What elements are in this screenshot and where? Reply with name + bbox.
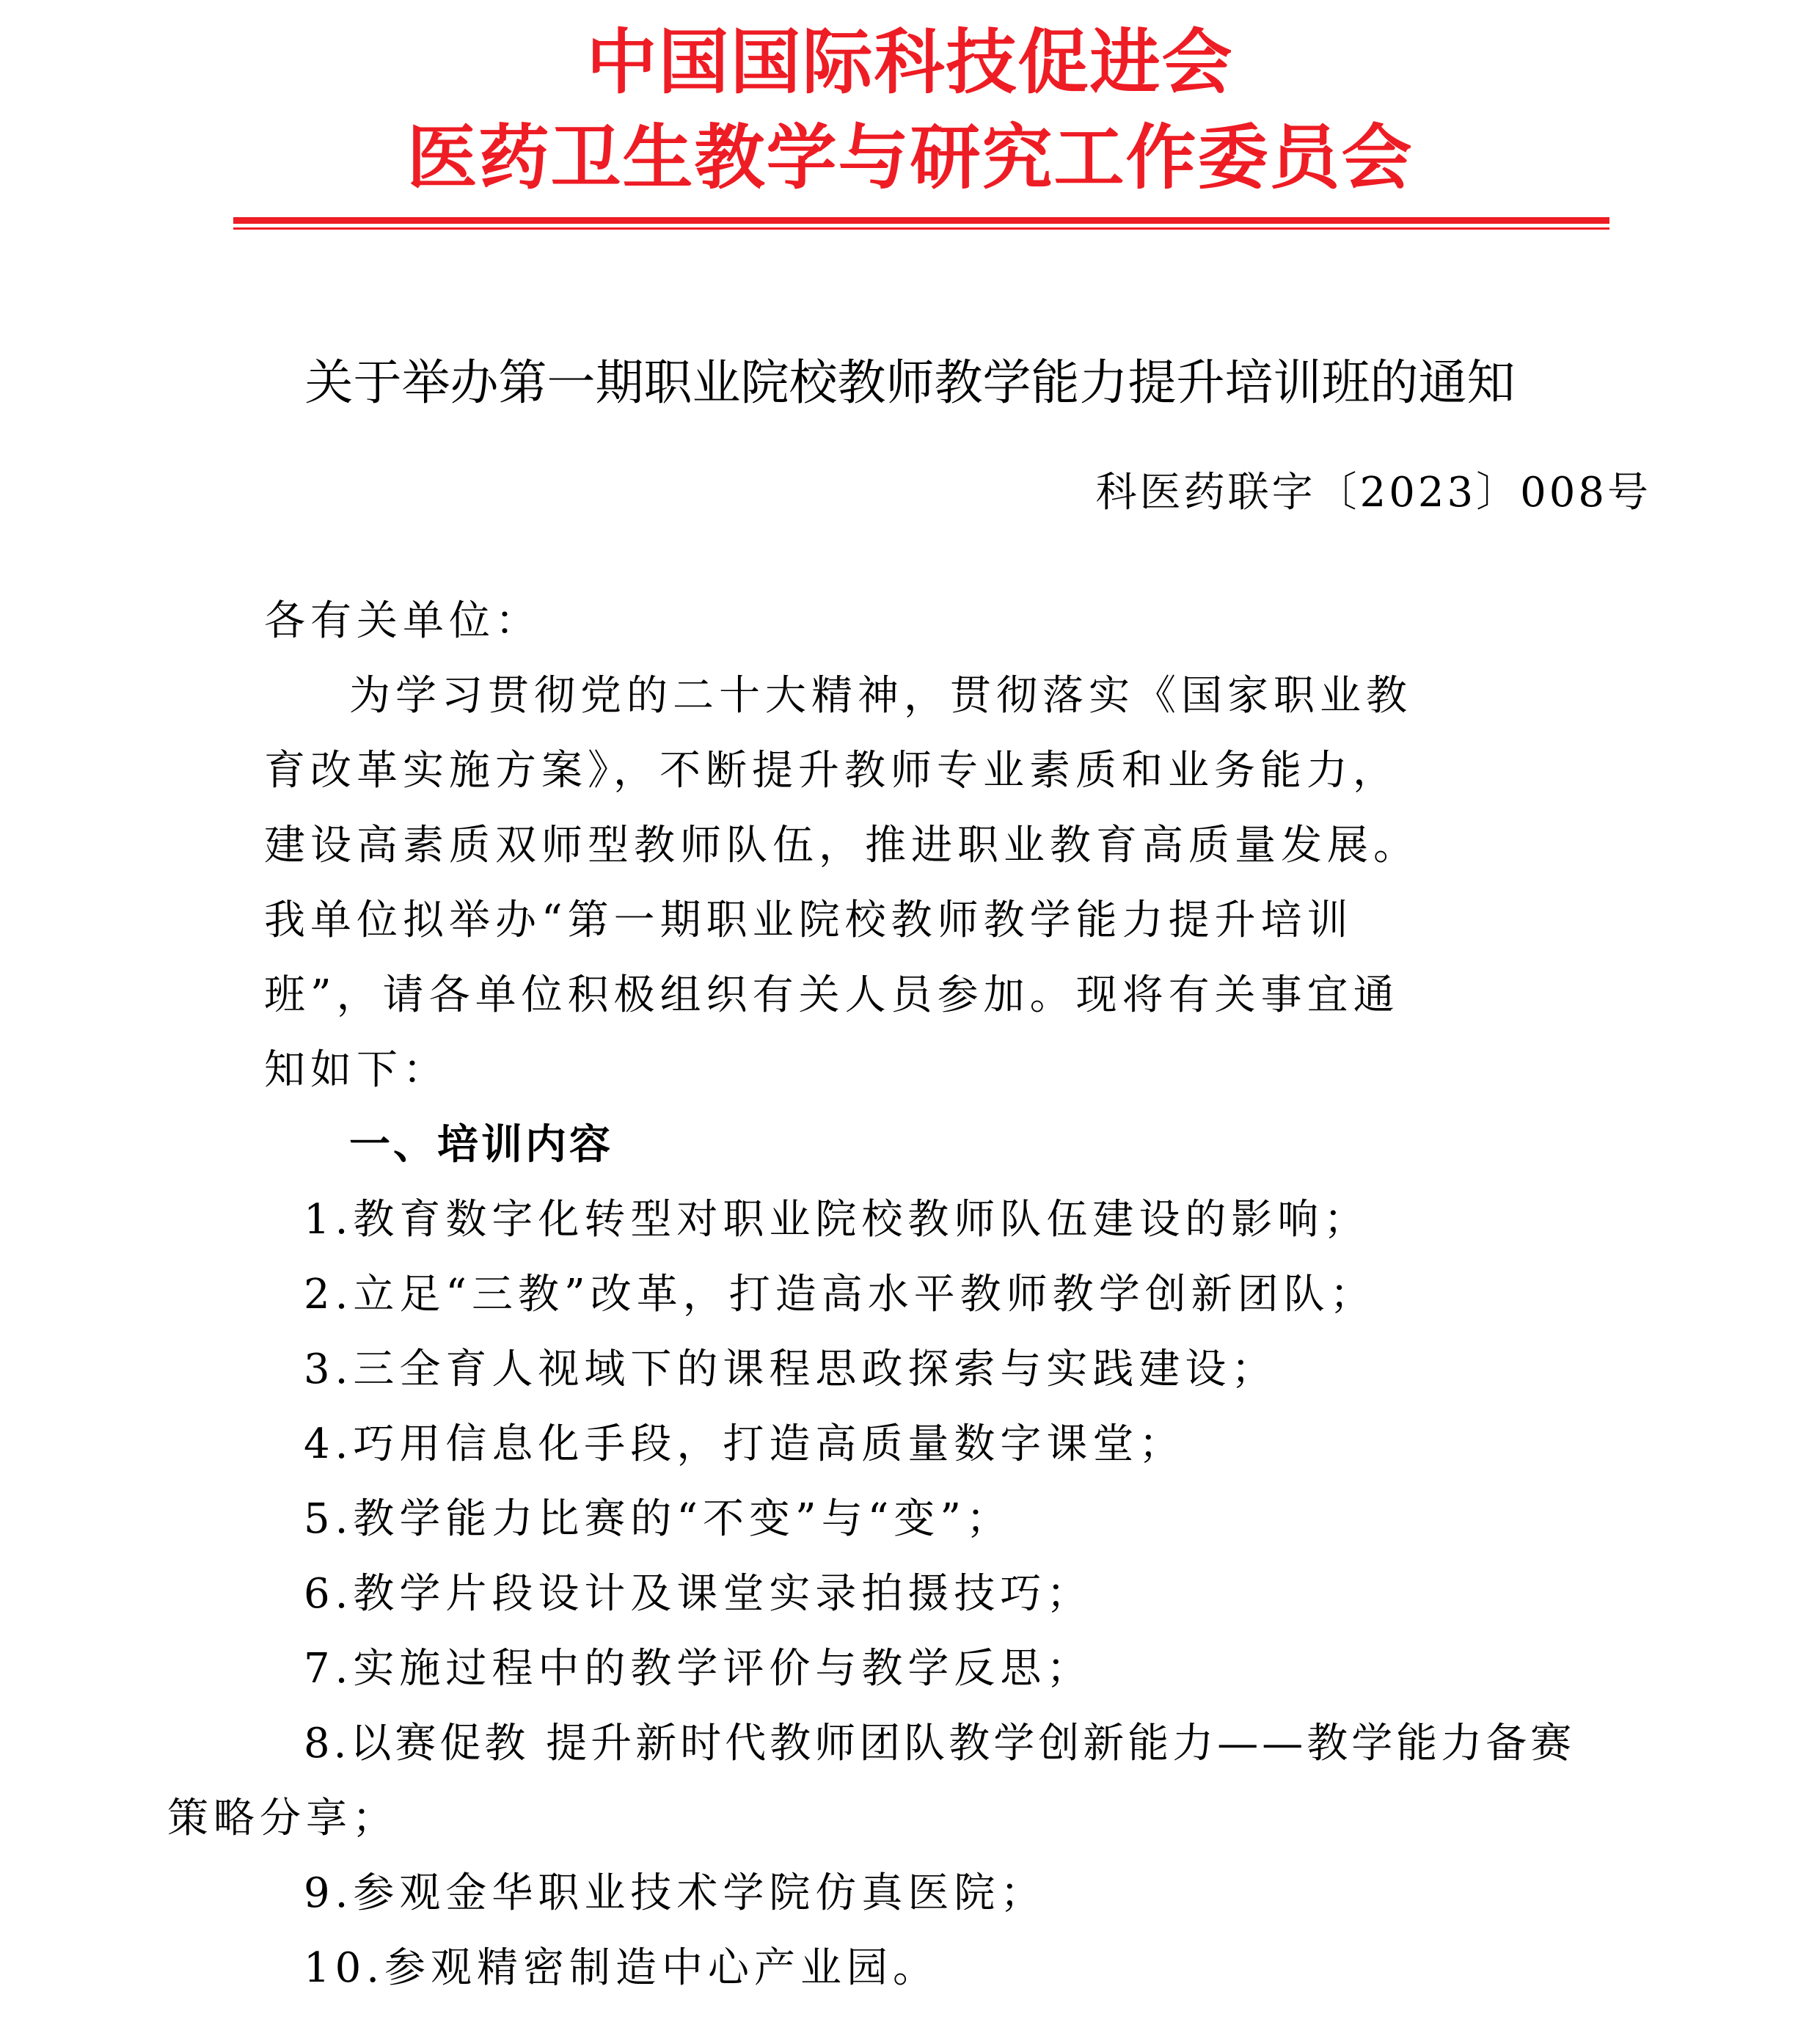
salutation: 各有关单位：: [264, 597, 541, 645]
letterhead-org-name-line1: 中国国际科技促进会: [586, 21, 1234, 103]
intro-line: 为学习贯彻党的二十大精神，贯彻落实《国家职业教: [349, 672, 1412, 720]
document-number: 科医药联字〔2023〕008号: [1095, 469, 1651, 517]
list-item: 3.三全育人视域下的课程思政探索与实践建设；: [304, 1346, 1278, 1393]
intro-line: 建设高素质双师型教师队伍，推进职业教育高质量发展。: [264, 822, 1419, 869]
list-item: 2.立足“三教”改革，打造高水平教师教学创新团队；: [304, 1271, 1376, 1318]
list-item: 6.教学片段设计及课堂实录拍摄技巧；: [304, 1570, 1093, 1618]
notice-title: 关于举办第一期职业院校教师教学能力提升培训班的通知: [304, 354, 1516, 411]
intro-line: 班”，请各单位积极组织有关人员参加。现将有关事宜通: [264, 971, 1400, 1019]
list-item: 7.实施过程中的教学评价与教学反思；: [304, 1645, 1093, 1693]
list-item: 10.参观精密制造中心产业园。: [304, 1944, 940, 1992]
intro-line: 育改革实施方案》，不断提升教师专业素质和业务能力，: [264, 747, 1399, 795]
letterhead-red-rule-thin: [233, 227, 1609, 230]
letterhead-red-rule-thick: [233, 217, 1609, 224]
intro-line: 我单位拟举办“第一期职业院校教师教学能力提升培训: [264, 897, 1353, 944]
list-item: 9.参观金华职业技术学院仿真医院；: [304, 1869, 1047, 1917]
intro-line: 知如下：: [264, 1046, 449, 1094]
list-item: 8.以赛促教 提升新时代教师团队教学创新能力——教学能力备赛: [304, 1720, 1576, 1767]
list-item-continuation: 策略分享；: [167, 1795, 398, 1842]
letterhead-org-name-line2: 医药卫生教学与研究工作委员会: [406, 117, 1414, 199]
list-item: 1.教育数字化转型对职业院校教师队伍建设的影响；: [304, 1196, 1370, 1244]
section-heading-training-content: 一、培训内容: [349, 1121, 613, 1169]
list-item: 4.巧用信息化手段，打造高质量数字课堂；: [304, 1420, 1185, 1468]
list-item: 5.教学能力比赛的“不变”与“变”；: [304, 1495, 1012, 1543]
